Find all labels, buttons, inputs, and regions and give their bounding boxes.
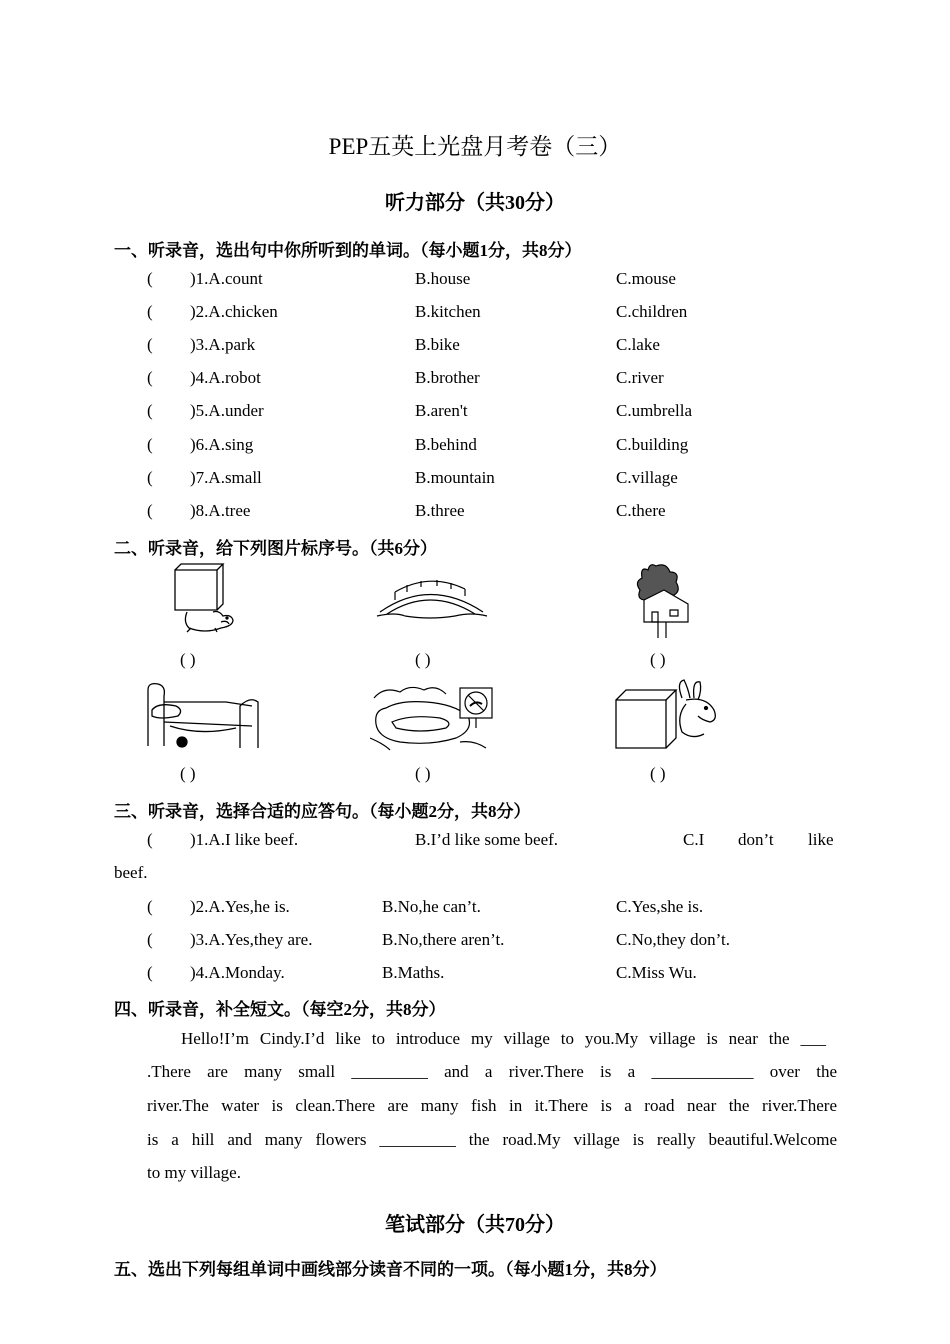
option-a: )5.A.under	[190, 401, 264, 421]
option-b: B.Maths.	[382, 963, 445, 982]
option-b: B.brother	[415, 368, 480, 388]
box-and-rabbit-picture	[612, 676, 722, 751]
option-c-word: like	[808, 830, 834, 849]
option-a: )6.A.sing	[190, 434, 254, 454]
option-c: C.mouse	[616, 269, 676, 288]
option-c: C.building	[616, 434, 689, 454]
option-c-word: C.I	[683, 830, 705, 849]
answer-blank[interactable]: ( )	[180, 650, 196, 669]
answer-paren[interactable]: (	[147, 302, 153, 322]
option-b: B.mountain	[415, 467, 495, 487]
option-c: C.village	[616, 467, 678, 487]
option-a: )7.A.small	[190, 467, 262, 487]
passage-line: to my village.	[147, 1163, 241, 1182]
answer-paren[interactable]: (	[147, 269, 153, 288]
passage-line: is a hill and many flowers _________ the road.My village is really beautiful.Welcome	[147, 1130, 837, 1149]
option-b: B.I’d like some beef.	[415, 830, 559, 849]
option-b: B.bike	[415, 335, 460, 355]
option-c: C.there	[616, 500, 666, 520]
section-4-heading: 四、听录音，补全短文。（每空2分，共8分）	[114, 1000, 446, 1019]
answer-paren[interactable]: (	[147, 467, 153, 487]
option-b: B.kitchen	[415, 302, 481, 322]
bed-picture	[140, 676, 265, 751]
passage-line: .There are many small _________ and a river.There is a ____________ over the	[147, 1062, 837, 1081]
option-a: )4.A.robot	[190, 368, 261, 388]
option-b: B.No,he can’t.	[382, 897, 481, 916]
option-b: B.behind	[415, 434, 477, 454]
option-c: C.river	[616, 368, 664, 388]
answer-paren[interactable]: (	[147, 930, 153, 949]
option-a: )3.A.park	[190, 335, 256, 355]
bridge-picture	[375, 572, 490, 622]
answer-paren[interactable]: (	[147, 434, 153, 454]
answer-paren[interactable]: (	[147, 401, 153, 421]
option-c: C.Miss Wu.	[616, 963, 697, 982]
section-2-heading: 二、听录音，给下列图片标序号。（共6分）	[114, 539, 437, 558]
answer-blank[interactable]: ( )	[415, 650, 431, 669]
lake-no-swimming-picture	[370, 680, 500, 752]
option-a: )2.A.Yes,he is.	[190, 897, 290, 916]
option-a: )1.A.count	[190, 269, 263, 288]
answer-paren[interactable]: (	[147, 830, 153, 849]
option-b: B.aren't	[415, 401, 468, 421]
writing-heading: 笔试部分（共70分）	[385, 1214, 565, 1236]
listening-heading: 听力部分（共30分）	[385, 192, 565, 214]
option-c: C.umbrella	[616, 401, 693, 421]
option-b: B.three	[415, 500, 465, 520]
option-c: C.lake	[616, 335, 660, 355]
section-5-heading: 五、选出下列每组单词中画线部分读音不同的一项。（每小题1分，共8分）	[114, 1260, 667, 1279]
option-c: C.children	[616, 302, 688, 322]
option-a: )3.A.Yes,they are.	[190, 930, 313, 949]
answer-blank[interactable]: ( )	[650, 650, 666, 669]
answer-blank[interactable]: ( )	[180, 764, 196, 783]
answer-paren[interactable]: (	[147, 963, 153, 982]
option-c-word: don’t	[738, 830, 774, 849]
option-a: )8.A.tree	[190, 500, 251, 520]
page-title: PEP五英上光盘月考卷（三）	[328, 134, 622, 159]
house-with-tree-picture	[630, 560, 695, 640]
option-a: )1.A.I like beef.	[190, 830, 299, 849]
section-3-heading: 三、听录音，选择合适的应答句。（每小题2分，共8分）	[114, 802, 531, 821]
answer-paren[interactable]: (	[147, 500, 153, 520]
answer-blank[interactable]: ( )	[650, 764, 666, 783]
answer-blank[interactable]: ( )	[415, 764, 431, 783]
section-1-heading: 一、听录音，选出句中你所听到的单词。（每小题1分，共8分）	[114, 241, 582, 260]
option-c-continued: beef.	[114, 863, 148, 882]
option-c: C.No,they don’t.	[616, 930, 730, 949]
option-b: B.No,there aren’t.	[382, 930, 505, 949]
option-a: )2.A.chicken	[190, 302, 278, 322]
answer-paren[interactable]: (	[147, 368, 153, 388]
option-b: B.house	[415, 269, 471, 288]
box-on-rabbit-picture	[165, 562, 240, 637]
passage-line: Hello!I’m Cindy.I’d like to introduce my village to you.My village is near the ___	[181, 1029, 826, 1048]
answer-paren[interactable]: (	[147, 897, 153, 916]
option-c: C.Yes,she is.	[616, 897, 704, 916]
passage-line: river.The water is clean.There are many fish in it.There is a road near the river.There	[147, 1096, 837, 1115]
option-a: )4.A.Monday.	[190, 963, 285, 982]
answer-paren[interactable]: (	[147, 335, 153, 355]
